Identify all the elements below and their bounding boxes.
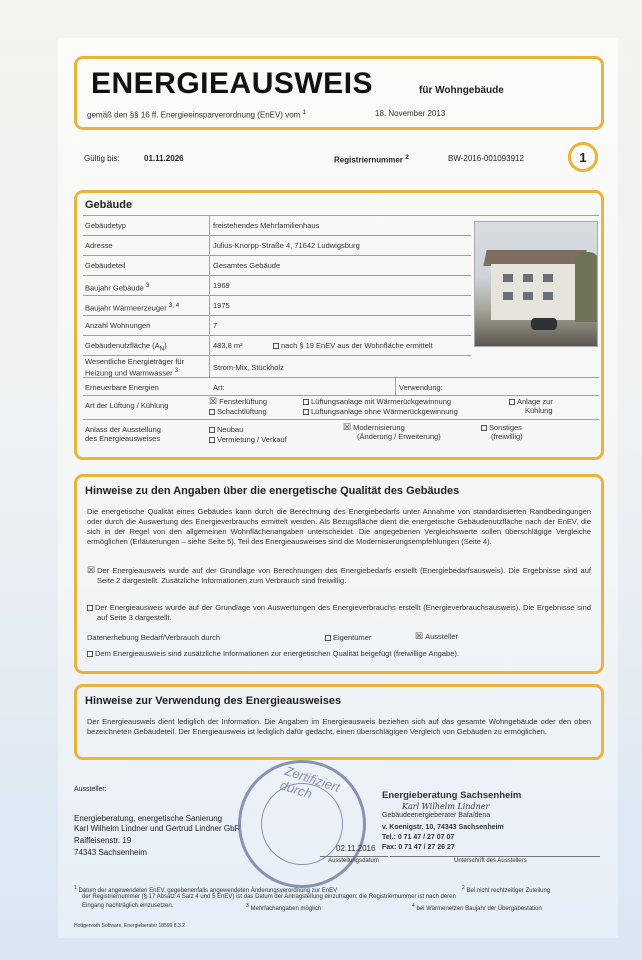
company-address: v. Koenigstr. 10, 74343 Sachsenheim xyxy=(382,824,504,831)
renewables-art: Art: xyxy=(213,383,225,392)
company-fax: Fax: 0 71 47 / 27 26 27 xyxy=(382,844,455,851)
company-name: Energieberatung Sachsenheim xyxy=(382,790,522,801)
data-issuer: ☒ Aussteller xyxy=(415,631,459,641)
consumption-checkbox[interactable] xyxy=(87,605,93,611)
data-collection-label: Datenerhebung Bedarf/Verbrauch durch xyxy=(87,633,221,642)
ventilation-opt1-checkbox-checked[interactable]: ☒ xyxy=(209,396,218,406)
issuer-label: Aussteller: xyxy=(74,786,107,793)
area-label: Gebäudenutzfläche $(A_N)$ xyxy=(85,341,167,353)
handwriting-name: Karl Wilhelm Lindner xyxy=(402,802,490,811)
usage-text: Der Energieausweis dient lediglich der Information. Die Angaben im Energieausweis beziehen sich auf das gesamte Wohngebäude oder den oben bezeichneten Gebäudeteil. Der Energieausweis ist lediglich dafür gedacht, einen überschlägigen Vergleich von Gebäuden zu ermöglichen. xyxy=(87,717,591,736)
footnote-3: $^3$ Mehrfachangaben möglich xyxy=(246,903,322,912)
registration-label: Registriernummer $^2$ xyxy=(334,154,409,165)
footnote-1c: Eingang nachträglich einzusetzen. xyxy=(82,903,174,909)
usage-title: Hinweise zur Verwendung des Energieausweises xyxy=(85,695,342,707)
building-photo xyxy=(474,221,598,347)
ventilation-opt2-checkbox[interactable] xyxy=(209,409,215,415)
carriers-label: Wesentliche Energieträger für Heizung und Warmwasser $^3$ xyxy=(85,357,185,378)
issuer-line1: Energieberatung, energetische Sanierung xyxy=(74,814,223,823)
occasion-opt3-checkbox-checked[interactable]: ☒ xyxy=(343,422,352,432)
occasion-opt4: Sonstiges (freiwillig) xyxy=(481,423,523,441)
occasion-opt4-checkbox[interactable] xyxy=(481,425,487,431)
carriers-value: Strom-Mix, Stückholz xyxy=(213,363,284,372)
ventilation-opt1: ☒ Fensterlüftung xyxy=(209,396,268,406)
year-building-label: Baujahr Gebäude $^3$ xyxy=(85,282,150,293)
part-label: Gebäudeteil xyxy=(85,261,126,270)
title-box xyxy=(74,56,604,130)
area-value: 483,8 m² xyxy=(213,341,243,350)
part-value: Gesamtes Gebäude xyxy=(213,261,281,270)
issue-date: 02.11.2016 xyxy=(336,844,376,853)
ventilation-label: Art der Lüftung / Kühlung xyxy=(85,401,169,410)
ventilation-opt5: Anlage zur Kühlung xyxy=(509,397,553,415)
year-heater-label: Baujahr Wärmeerzeuger $^{3, 4}$ xyxy=(85,302,180,313)
hints-section xyxy=(74,474,604,674)
address-label: Adresse xyxy=(85,241,113,250)
data-owner: Eigentümer xyxy=(325,633,371,643)
document-page xyxy=(58,38,618,938)
occasion-opt1: Neubau xyxy=(209,425,243,434)
units-label: Anzahl Wohnungen xyxy=(85,321,151,330)
hints-opt-demand: ☒ Der Energieausweis wurde auf der Grundlage von Berechnungen des Energiebedarfs erstellt (Energiebedarfsausweis). Die Ergebnisse sind auf Seite 2 dargestellt. Zusätzliche Informationen zum Verbrauch sind freiwillig. xyxy=(87,565,591,585)
additional-info: Dem Energieausweis sind zusätzliche Informationen zur energetischen Qualität beigefügt (freiwillige Angabe). xyxy=(87,649,591,659)
enev-reference: gemäß den §§ 16 ff. Energieeinsparverordnung (EnEV) vom $^1$ xyxy=(87,109,307,120)
footnote-2: $^2$ Bei nicht rechtzeitiger Zuteilung xyxy=(462,885,551,894)
building-section xyxy=(74,190,604,460)
signature-label: Unterschrift des Ausstellers xyxy=(454,858,527,864)
hints-opt-consumption: Der Energieausweis wurde auf der Grundlage von Auswertungen des Energieverbrauchs erstellt (Energieverbrauchsausweis). Die Ergebnisse sind auf Seite 3 dargestellt. xyxy=(87,603,591,623)
page-number: 1 xyxy=(568,142,598,172)
units-value: 7 xyxy=(213,321,218,330)
registration-number: BW-2016-001093912 xyxy=(448,154,524,163)
footnote-1b: der Registriernummer (§ 17 Absatz 4 Satz 4 und 5 EnEV) ist das Datum der Antragstellung einzutragen; die Registriernummer ist nach deren xyxy=(82,894,456,900)
footnote-4: $^4$ bei Wärmenetzen Baujahr der Übergabestation xyxy=(412,903,542,912)
occasion-opt2: Vermietung / Verkauf xyxy=(209,435,287,444)
occasion-label: Anlass der Ausstellung des Energieausweises xyxy=(85,425,161,443)
hints-intro: Die energetische Qualität eines Gebäudes kann durch die Berechnung des Energiebedarfs unter Annahme von standardisierten Randbedingungen oder durch die Auswertung des Energieverbrauchs ermittelt werden. Als Bezugsfläche dient die energetische Gebäudenutzfläche nach der EnEV, die sich in der Regel von den allgemeinen Wohnflächenangaben unterscheidet. Die angegebenen Vergleichswerte sollen überschlägige Vergleiche ermöglichen (Erläuterungen – siehe Seite 5). Teil des Energieausweises sind die Modernisierungsempfehlungen (Seite 4). xyxy=(87,507,591,546)
issuer-line2: Karl Wilhelm Lindner und Gertrud Lindner GbR xyxy=(74,824,241,833)
demand-checkbox-checked[interactable]: ☒ xyxy=(87,565,96,575)
handwriting-title: Gebäudeenergieberater Bafa/dena xyxy=(382,812,491,819)
ventilation-opt2: Schachtlüftung xyxy=(209,407,267,416)
additional-info-checkbox[interactable] xyxy=(87,651,93,657)
ventilation-opt4: Lüftungsanlage ohne Wärmerückgewinnung xyxy=(303,407,458,416)
ventilation-opt5-checkbox[interactable] xyxy=(509,399,515,405)
occasion-opt1-checkbox[interactable] xyxy=(209,427,215,433)
year-building-value: 1969 xyxy=(213,281,230,290)
address-value: Julius-Knorpp-Straße 4, 71642 Ludwigsburg xyxy=(213,241,360,250)
owner-checkbox[interactable] xyxy=(325,635,331,641)
renewables-label: Erneuerbare Energien xyxy=(85,383,159,392)
occasion-opt2-checkbox[interactable] xyxy=(209,437,215,443)
document-subtitle: für Wohngebäude xyxy=(419,85,504,96)
enev-date: 18. November 2013 xyxy=(375,109,446,118)
type-label: Gebäudetyp xyxy=(85,221,126,230)
valid-until-date: 01.11.2026 xyxy=(144,154,184,163)
usage-section xyxy=(74,684,604,760)
issuer-line4: 74343 Sachsenheim xyxy=(74,848,147,857)
hints-title: Hinweise zu den Angaben über die energetische Qualität des Gebäudes xyxy=(85,485,460,497)
occasion-opt3: ☒ Modernisierung (Änderung / Erweiterung) xyxy=(343,422,441,441)
issuer-checkbox-checked[interactable]: ☒ xyxy=(415,631,424,641)
valid-until-label: Gültig bis: xyxy=(84,154,120,163)
ventilation-opt4-checkbox[interactable] xyxy=(303,409,309,415)
issuer-line3: Raiffeisenstr. 19 xyxy=(74,836,132,845)
building-title: Gebäude xyxy=(85,199,133,211)
software-note: Hottgenroth Software, Energieberater 18599 8.3.2 xyxy=(74,923,185,929)
certification-stamp: Zertifiziert durch xyxy=(238,760,366,888)
area-note-checkbox[interactable] xyxy=(273,343,279,349)
issue-date-label: Ausstellungsdatum xyxy=(328,858,379,864)
area-note: nach § 19 EnEV aus der Wohnfläche ermittelt xyxy=(273,341,433,350)
renewables-usage: Verwendung: xyxy=(399,383,443,392)
type-value: freistehendes Mehrfamilienhaus xyxy=(213,221,320,230)
ventilation-opt3-checkbox[interactable] xyxy=(303,399,309,405)
ventilation-opt3: Lüftungsanlage mit Wärmerückgewinnung xyxy=(303,397,451,406)
year-heater-value: 1975 xyxy=(213,301,230,310)
footnote-1: $^1$ Datum der angewendeten EnEV, gegebenenfalls angewendeten Änderungsverordnung zur EnEV xyxy=(74,885,338,894)
company-tel: Tel.: 0 71 47 / 27 07 07 xyxy=(382,834,455,841)
document-title: ENERGIEAUSWEIS xyxy=(91,67,374,100)
